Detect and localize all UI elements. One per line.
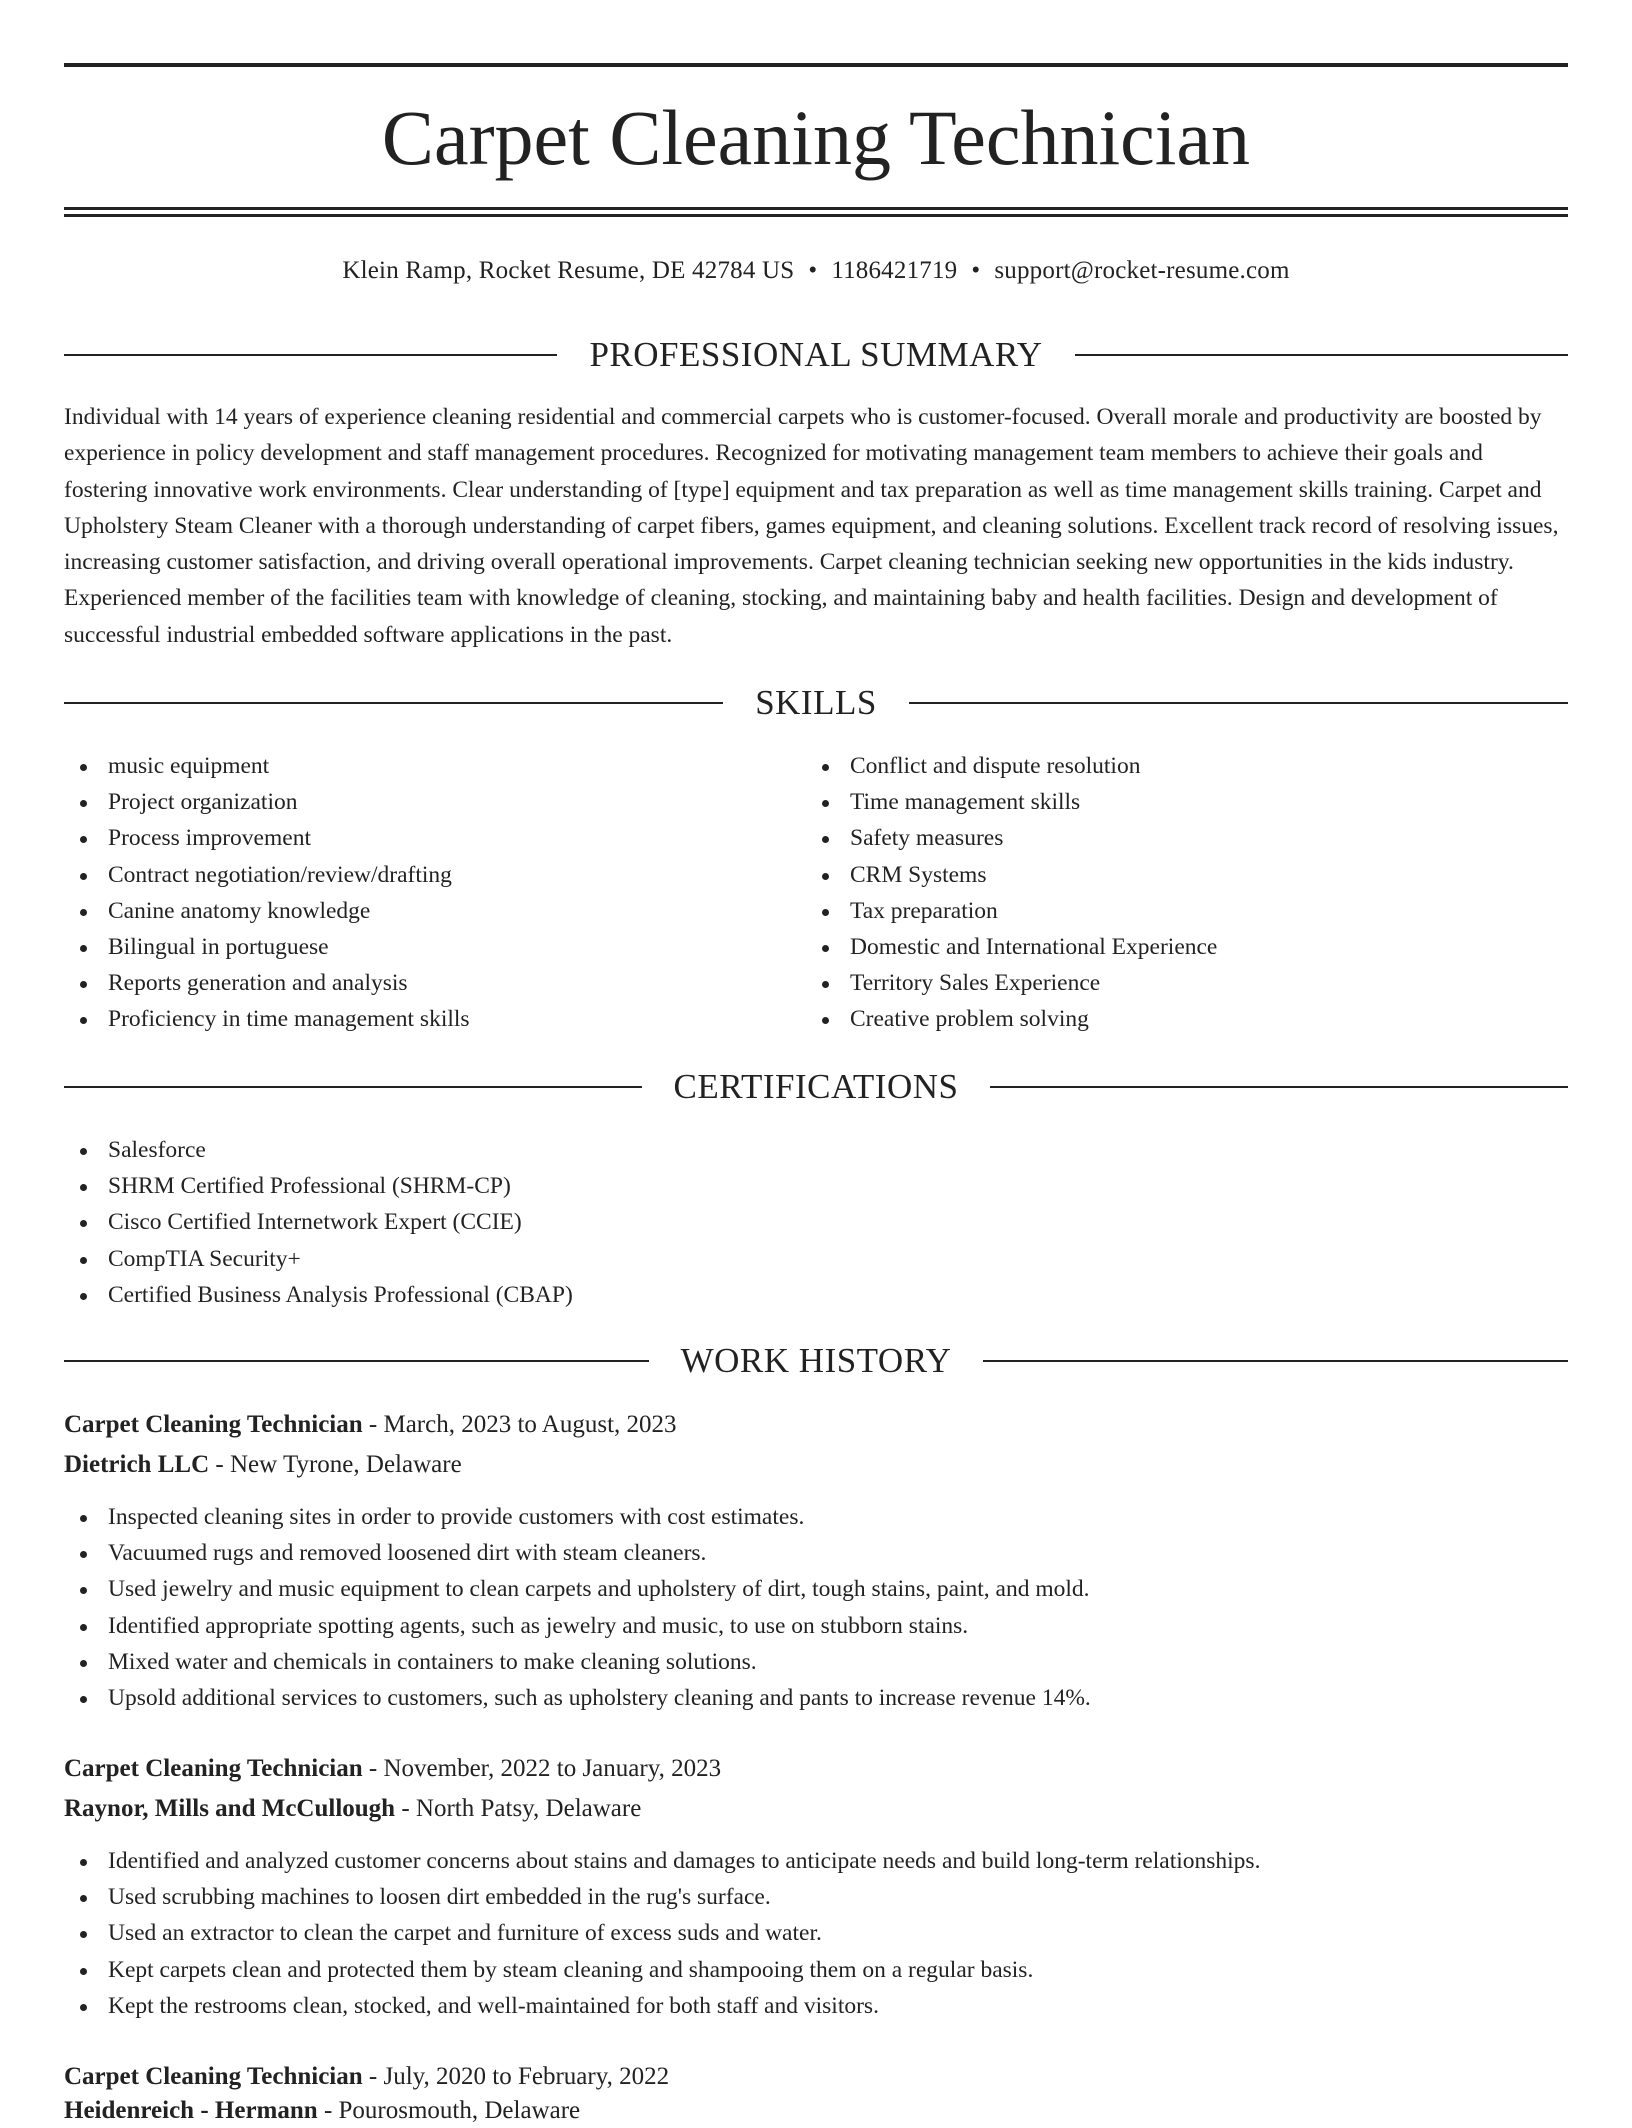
- job-dates: - March, 2023 to August, 2023: [362, 1411, 677, 1438]
- header-double-rule: [64, 207, 1568, 217]
- contact-line: [64, 254, 1568, 288]
- job-title: Carpet Cleaning Technician: [64, 1755, 363, 1782]
- heading-rule-left: [64, 354, 557, 356]
- job-duty-item: Identified and analyzed customer concerns about stains and damages to anticipate needs and build long-term relationships.: [64, 1843, 1568, 1879]
- heading-rule-left: [64, 1360, 649, 1362]
- certification-item: Certified Business Analysis Professional (CBAP): [64, 1277, 573, 1313]
- contact-address: Klein Ramp, Rocket Resume, DE 42784 US: [342, 257, 795, 284]
- job-company-line: [64, 1792, 1568, 1826]
- summary-text: Individual with 14 years of experience cleaning residential and commercial carpets who is customer-focused. Overall morale and productivity are boosted by experience in policy development and staff management procedures. Recognized for motivating management team members to achieve their goals and fostering innovative work environments. Clear understanding of [type] equipment and tax preparation as well as time management skills training. Carpet and Upholstery Steam Cleaner with a thorough understanding of carpet fibers, games equipment, and cleaning solutions. Excellent track record of resolving issues, increasing customer satisfaction, and driving overall operational improvements. Carpet cleaning technician seeking new opportunities in the kids industry. Experienced member of the facilities team with knowledge of cleaning, stocking, and maintaining baby and health facilities. Design and development of successful industrial embedded software applications in the past.: [64, 404, 1559, 648]
- skill-item: Territory Sales Experience: [806, 965, 1217, 1001]
- job-location: - North Patsy, Delaware: [395, 1795, 642, 1822]
- certification-item: CompTIA Security+: [64, 1241, 573, 1277]
- certification-item: Cisco Certified Internetwork Expert (CCIE): [64, 1204, 573, 1240]
- job-location: - Pourosmouth, Delaware: [317, 2097, 581, 2124]
- job-title: Carpet Cleaning Technician: [64, 1411, 363, 1438]
- job-duty-item: Kept carpets clean and protected them by steam cleaning and shampooing them on a regular basis.: [64, 1952, 1568, 1988]
- skill-item: Proficiency in time management skills: [64, 1001, 470, 1037]
- certifications-list: [64, 1132, 573, 1313]
- skill-item: Conflict and dispute resolution: [806, 748, 1217, 784]
- certification-item: Salesforce: [64, 1132, 573, 1168]
- summary-heading: [64, 335, 1568, 375]
- skills-heading: [64, 683, 1568, 723]
- skills-list-left: [64, 748, 470, 1038]
- contact-email: support@rocket-resume.com: [994, 257, 1290, 284]
- job-dates: - November, 2022 to January, 2023: [362, 1755, 722, 1782]
- skill-item: Contract negotiation/review/drafting: [64, 857, 470, 893]
- header-top-rule: [64, 63, 1568, 67]
- work-history-heading: [64, 1341, 1568, 1381]
- summary-heading-text: PROFESSIONAL SUMMARY: [589, 335, 1043, 374]
- job-duties-list: [64, 1843, 1568, 2024]
- job-duty-item: Inspected cleaning sites in order to provide customers with cost estimates.: [64, 1499, 1568, 1535]
- job-location: - New Tyrone, Delaware: [209, 1451, 462, 1478]
- job-title-line: [64, 2060, 1568, 2094]
- certifications-heading: [64, 1067, 1568, 1107]
- heading-rule-left: [64, 702, 723, 704]
- resume-title: Carpet Cleaning Technician: [381, 94, 1251, 181]
- skill-item: Safety measures: [806, 820, 1217, 856]
- skill-item: Process improvement: [64, 820, 470, 856]
- job-company: Heidenreich - Hermann: [64, 2097, 318, 2124]
- skill-item: Creative problem solving: [806, 1001, 1217, 1037]
- job-duty-item: Used jewelry and music equipment to clean carpets and upholstery of dirt, tough stains, paint, and mold.: [64, 1571, 1568, 1607]
- heading-rule-left: [64, 1086, 642, 1088]
- job-duty-item: Used scrubbing machines to loosen dirt embedded in the rug's surface.: [64, 1879, 1568, 1915]
- skill-item: Project organization: [64, 784, 470, 820]
- job-title-line: [64, 1408, 1568, 1442]
- skill-item: Tax preparation: [806, 893, 1217, 929]
- job-company: Dietrich LLC: [64, 1451, 210, 1478]
- heading-rule-right: [983, 1360, 1568, 1362]
- heading-rule-right: [909, 702, 1568, 704]
- job-duty-item: Kept the restrooms clean, stocked, and well-maintained for both staff and visitors.: [64, 1988, 1568, 2024]
- job-duties-list: [64, 1499, 1568, 1716]
- heading-rule-right: [1075, 354, 1568, 356]
- skills-list-right: [806, 748, 1217, 1038]
- skill-item: Domestic and International Experience: [806, 929, 1217, 965]
- job-duty-item: Used an extractor to clean the carpet and furniture of excess suds and water.: [64, 1915, 1568, 1951]
- job-duty-item: Mixed water and chemicals in containers to make cleaning solutions.: [64, 1644, 1568, 1680]
- certification-item: SHRM Certified Professional (SHRM-CP): [64, 1168, 573, 1204]
- job-company-line: [64, 1448, 1568, 1482]
- job-duty-item: Vacuumed rugs and removed loosened dirt with steam cleaners.: [64, 1535, 1568, 1571]
- contact-separator: •: [971, 257, 981, 284]
- job-duty-item: Upsold additional services to customers, such as upholstery cleaning and pants to increase revenue 14%.: [64, 1680, 1568, 1716]
- contact-phone: 1186421719: [831, 257, 958, 284]
- skill-item: Time management skills: [806, 784, 1217, 820]
- skill-item: music equipment: [64, 748, 470, 784]
- job-title: Carpet Cleaning Technician: [64, 2063, 363, 2090]
- skill-item: CRM Systems: [806, 857, 1217, 893]
- work-history-heading-text: WORK HISTORY: [680, 1341, 952, 1380]
- job-title-line: [64, 1752, 1568, 1786]
- job-company-line: [64, 2094, 1568, 2128]
- certifications-heading-text: CERTIFICATIONS: [673, 1067, 959, 1106]
- skill-item: Bilingual in portuguese: [64, 929, 470, 965]
- skill-item: Canine anatomy knowledge: [64, 893, 470, 929]
- job-dates: - July, 2020 to February, 2022: [362, 2063, 670, 2090]
- skills-heading-text: SKILLS: [755, 683, 877, 722]
- job-duty-item: Identified appropriate spotting agents, such as jewelry and music, to use on stubborn stains.: [64, 1608, 1568, 1644]
- heading-rule-right: [990, 1086, 1568, 1088]
- skill-item: Reports generation and analysis: [64, 965, 470, 1001]
- contact-separator: •: [808, 257, 818, 284]
- job-company: Raynor, Mills and McCullough: [64, 1795, 396, 1822]
